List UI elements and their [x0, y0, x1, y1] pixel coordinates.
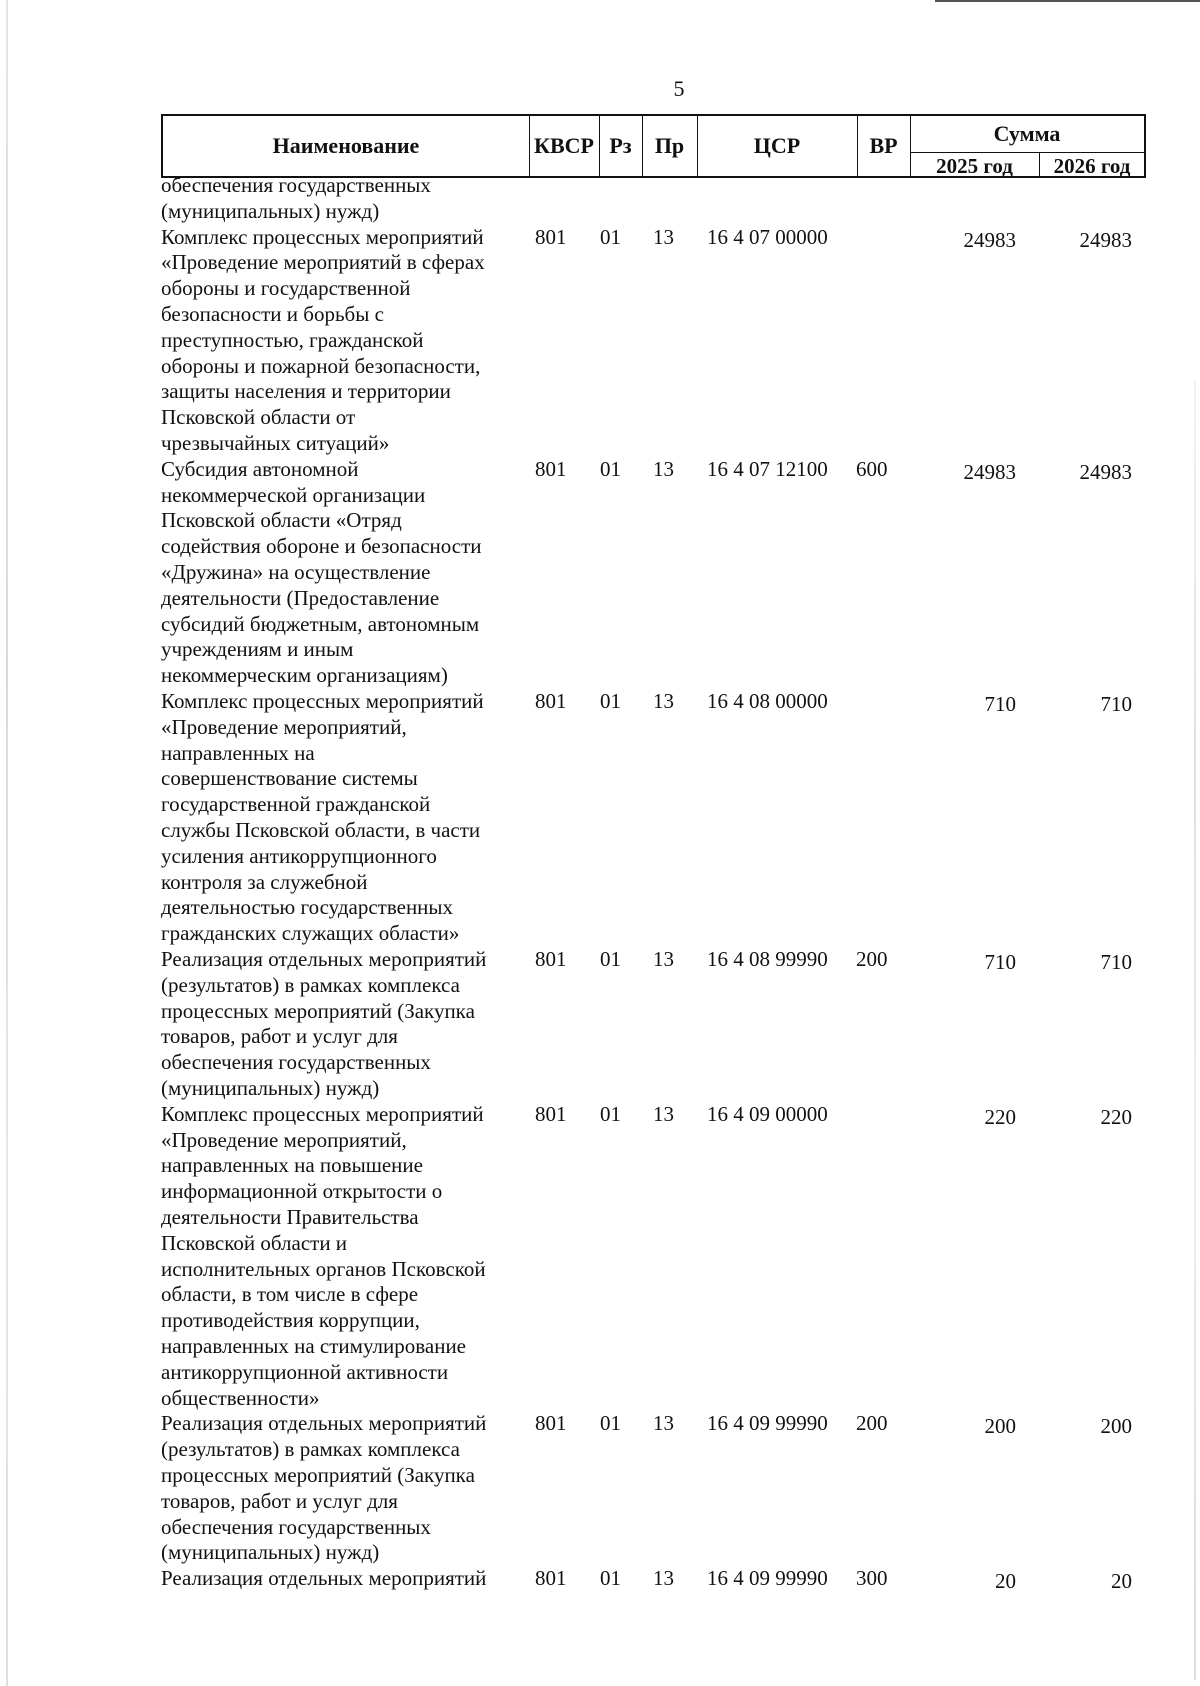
- row-name: [161, 947, 536, 1102]
- header-rz: Рз: [609, 133, 632, 158]
- row-sum-2026: 200: [1100, 1414, 1132, 1439]
- row-name-line: (муниципальных) нужд): [161, 198, 380, 223]
- row-name-line: защиты населения и территории: [161, 379, 451, 404]
- scan-top-line: [935, 0, 1200, 2]
- row-name: [161, 1102, 536, 1412]
- row-pr: 13: [653, 689, 674, 713]
- row-name-line: содействия обороне и безопасности: [161, 534, 482, 559]
- row-name-line: обороны и пожарной безопасности,: [161, 353, 481, 378]
- row-name-line: гражданских служащих области»: [161, 921, 460, 946]
- scan-edge-left: [6, 0, 8, 1686]
- row-name-line: обеспечения государственных: [161, 1050, 431, 1075]
- row-name-line: обеспечения государственных: [161, 1514, 431, 1539]
- row-name-line: контроля за служебной: [161, 869, 368, 894]
- row-pr: 13: [653, 1411, 674, 1436]
- row-name-line: (муниципальных) нужд): [161, 1540, 380, 1565]
- row-name-line: направленных на: [161, 740, 315, 765]
- row-csr: 16 4 08 00000: [707, 689, 828, 713]
- row-sum-2026: 24983: [1079, 227, 1132, 252]
- row-name-line: товаров, работ и услуг для: [161, 1488, 398, 1513]
- row-name: [161, 1566, 536, 1592]
- row-csr: 16 4 09 00000: [707, 1101, 828, 1126]
- row-sum-2025: 20: [995, 1569, 1016, 1594]
- row-name-line: Комплекс процессных мероприятий: [161, 689, 484, 713]
- row-pr: 13: [653, 1566, 674, 1591]
- row-name-line: учреждениям и иным: [161, 637, 354, 662]
- row-name-line: чрезвычайных ситуаций»: [161, 430, 390, 455]
- row-rz: 01: [600, 947, 621, 971]
- row-name-line: процессных мероприятий (Закупка: [161, 998, 475, 1023]
- row-csr: 16 4 07 12100: [707, 456, 828, 481]
- row-name-line: деятельности (Предоставление: [161, 585, 440, 610]
- row-name-line: обороны и государственной: [161, 276, 411, 301]
- header-csr: ЦСР: [753, 133, 801, 158]
- row-name-line: «Проведение мероприятий,: [161, 1127, 407, 1152]
- row-sum-2026: 220: [1100, 1104, 1132, 1129]
- row-sum-2025: 710: [984, 950, 1016, 974]
- row-name-line: информационной открытости о: [161, 1179, 443, 1204]
- row-vr: 200: [856, 1411, 888, 1436]
- row-name: [161, 457, 536, 689]
- row-name: [161, 173, 536, 225]
- row-kvsr: 801: [535, 1411, 567, 1436]
- row-name-line: Субсидия автономной: [161, 456, 359, 481]
- row-vr: 200: [856, 947, 888, 971]
- row-name-line: общественности»: [161, 1385, 320, 1410]
- row-rz: 01: [600, 224, 621, 249]
- row-vr: 600: [856, 456, 888, 481]
- row-name-line: (муниципальных) нужд): [161, 1075, 380, 1100]
- row-csr: 16 4 08 99990: [707, 947, 828, 971]
- row-name-line: совершенствование системы: [161, 766, 418, 791]
- row-kvsr: 801: [535, 947, 567, 971]
- row-sum-2025: 24983: [963, 459, 1016, 484]
- header-sum: Сумма: [993, 121, 1061, 146]
- row-name-line: преступностью, гражданской: [161, 327, 424, 352]
- row-kvsr: 801: [535, 1101, 567, 1126]
- row-name-line: обеспечения государственных: [161, 173, 431, 197]
- row-kvsr: 801: [535, 1566, 567, 1591]
- row-sum-2026: 24983: [1079, 459, 1132, 484]
- row-name: [161, 689, 536, 947]
- row-name-line: области, в том числе в сфере: [161, 1282, 419, 1307]
- row-name-line: направленных на стимулирование: [161, 1333, 467, 1358]
- row-name-line: усиления антикоррупционного: [161, 843, 437, 868]
- row-name-line: некоммерческим организациям): [161, 663, 448, 688]
- row-name-line: Реализация отдельных мероприятий: [161, 947, 487, 971]
- row-name-line: некоммерческой организации: [161, 482, 426, 507]
- row-name-line: Реализация отдельных мероприятий: [161, 1566, 487, 1591]
- row-name: [161, 225, 536, 457]
- row-name-line: процессных мероприятий (Закупка: [161, 1462, 475, 1487]
- row-csr: 16 4 09 99990: [707, 1566, 828, 1591]
- row-name: [161, 1411, 536, 1566]
- page-number: 5: [673, 76, 685, 101]
- table-header: [161, 114, 1146, 178]
- row-rz: 01: [600, 689, 621, 713]
- header-name: Наименование: [272, 133, 420, 158]
- row-sum-2025: 200: [984, 1414, 1016, 1439]
- row-sum-2025: 710: [984, 692, 1016, 716]
- row-sum-2026: 710: [1100, 692, 1132, 716]
- row-name-line: «Проведение мероприятий в сферах: [161, 250, 485, 275]
- row-pr: 13: [653, 947, 674, 971]
- row-name-line: Комплекс процессных мероприятий: [161, 1101, 484, 1126]
- row-vr: 300: [856, 1566, 888, 1591]
- header-pr: Пр: [654, 133, 685, 158]
- row-sum-2026: 20: [1111, 1569, 1132, 1594]
- row-name-line: (результатов) в рамках комплекса: [161, 1437, 460, 1462]
- row-name-line: деятельностью государственных: [161, 895, 454, 920]
- header-year-2026: 2026 год: [1053, 153, 1131, 178]
- row-kvsr: 801: [535, 224, 567, 249]
- row-rz: 01: [600, 456, 621, 481]
- row-name-line: направленных на повышение: [161, 1153, 423, 1178]
- row-name-line: службы Псковской области, в части: [161, 817, 481, 842]
- row-name-line: государственной гражданской: [161, 792, 431, 817]
- row-kvsr: 801: [535, 456, 567, 481]
- row-name-line: исполнительных органов Псковской: [161, 1256, 486, 1281]
- row-sum-2025: 220: [984, 1104, 1016, 1129]
- row-kvsr: 801: [535, 689, 567, 713]
- row-name-line: Реализация отдельных мероприятий: [161, 1411, 487, 1436]
- scan-edge-right: [1194, 380, 1196, 1680]
- row-name-line: Комплекс процессных мероприятий: [161, 224, 484, 249]
- row-rz: 01: [600, 1101, 621, 1126]
- row-sum-2025: 24983: [963, 227, 1016, 252]
- row-rz: 01: [600, 1566, 621, 1591]
- row-name-line: товаров, работ и услуг для: [161, 1024, 398, 1049]
- row-pr: 13: [653, 224, 674, 249]
- row-name-line: (результатов) в рамках комплекса: [161, 972, 460, 997]
- row-rz: 01: [600, 1411, 621, 1436]
- row-pr: 13: [653, 1101, 674, 1126]
- row-name-line: «Дружина» на осуществление: [161, 559, 431, 584]
- row-name-line: Псковской области и: [161, 1230, 348, 1255]
- header-year-2025: 2025 год: [936, 153, 1013, 178]
- row-name-line: деятельности Правительства: [161, 1204, 419, 1229]
- row-name-line: «Проведение мероприятий,: [161, 714, 407, 739]
- header-vr: ВР: [869, 133, 898, 158]
- row-name-line: антикоррупционной активности: [161, 1359, 449, 1384]
- row-name-line: противодействия коррупции,: [161, 1308, 420, 1333]
- row-csr: 16 4 07 00000: [707, 224, 828, 249]
- row-name-line: Псковской области от: [161, 405, 356, 430]
- header-kvsr: КВСР: [534, 133, 594, 158]
- row-pr: 13: [653, 456, 674, 481]
- row-csr: 16 4 09 99990: [707, 1411, 828, 1436]
- row-name-line: Псковской области «Отряд: [161, 508, 402, 533]
- row-name-line: безопасности и борьбы с: [161, 301, 384, 326]
- row-name-line: субсидий бюджетным, автономным: [161, 611, 480, 636]
- row-sum-2026: 710: [1100, 950, 1132, 974]
